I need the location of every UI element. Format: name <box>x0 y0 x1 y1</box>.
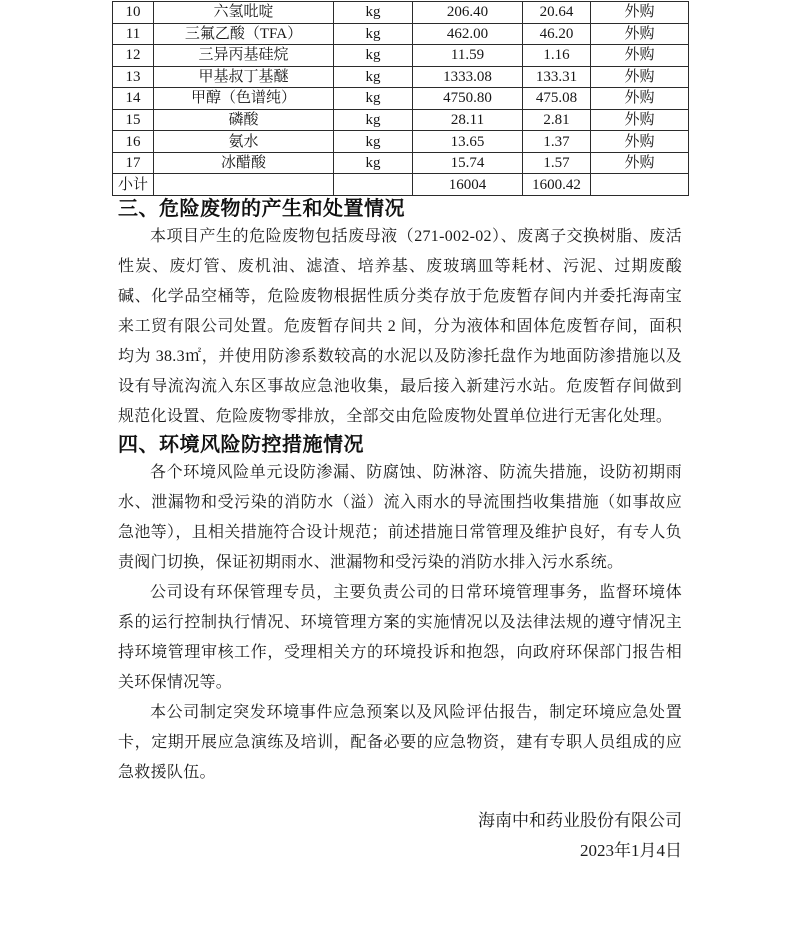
company-signature: 海南中和药业股份有限公司 <box>478 811 682 830</box>
cell-batch-qty: 20.64 <box>523 2 591 24</box>
signature-block <box>118 806 682 866</box>
section4-heading: 四、环境风险防控措施情况 <box>118 434 364 456</box>
cell-batch-qty: 1.37 <box>523 131 591 153</box>
cell-material-name: 六氢吡啶 <box>154 2 334 24</box>
cell-unit: kg <box>334 2 413 24</box>
cell-annual-qty: 16004 <box>413 174 523 196</box>
table-row <box>113 2 689 24</box>
cell-material-name: 三异丙基硅烷 <box>154 45 334 67</box>
cell-unit: kg <box>334 131 413 153</box>
cell-row-no: 16 <box>113 131 154 153</box>
cell-row-no: 11 <box>113 23 154 45</box>
section4-paragraph-3: 本公司制定突发环境事件应急预案以及风险评估报告，制定环境应急处置卡，定期开展应急演练及培训，配备必要的应急物资，建有专职人员组成的应急救援队伍。 <box>118 704 682 781</box>
cell-row-no: 12 <box>113 45 154 67</box>
cell-row-no: 10 <box>113 2 154 24</box>
cell-material-name: 磷酸 <box>154 109 334 131</box>
cell-annual-qty: 4750.80 <box>413 88 523 110</box>
cell-batch-qty: 2.81 <box>523 109 591 131</box>
cell-unit: kg <box>334 109 413 131</box>
cell-source: 外购 <box>591 88 689 110</box>
section4-paragraph-2: 公司设有环保管理专员，主要负责公司的日常环境管理事务，监督环境体系的运行控制执行情况、环境管理方案的实施情况以及法律法规的遵守情况主持环境管理审核工作，受理相关方的环境投诉和抱怨，向政府环保部门报告相关环保情况等。 <box>118 584 682 691</box>
section3-paragraph: 本项目产生的危险废物包括废母液（271-002-02）、废离子交换树脂、废活性炭、废灯管、废机油、滤渣、培养基、废玻璃皿等耗材、污泥、过期废酸碱、化学品空桶等，危险废物根据性质分类存放于危废暂存间内并委托海南宝来工贸有限公司处置。危废暂存间共 2 间，分为液体和固体危废暂存间，面积均为 38.3㎡，并使用防渗系数较高的水泥以及防渗托盘作为地面防渗措施以及设有导流沟流入东区事故应急池收集，最后接入新建污水站。危废暂存间做到规范化设置、危险废物零排放，全部交由危险废物处置单位进行无害化处理。 <box>118 228 682 425</box>
cell-annual-qty: 11.59 <box>413 45 523 67</box>
cell-batch-qty: 46.20 <box>523 23 591 45</box>
table-row <box>113 66 689 88</box>
table-row <box>113 23 689 45</box>
cell-material-name: 冰醋酸 <box>154 152 334 174</box>
cell-unit: kg <box>334 23 413 45</box>
cell-row-no: 15 <box>113 109 154 131</box>
document-date: 2023年1月4日 <box>580 841 682 860</box>
cell-unit: kg <box>334 88 413 110</box>
cell-row-no: 17 <box>113 152 154 174</box>
cell-material-name: 氨水 <box>154 131 334 153</box>
cell-source: 外购 <box>591 45 689 67</box>
materials-table <box>112 1 689 196</box>
cell-batch-qty: 133.31 <box>523 66 591 88</box>
cell-unit: kg <box>334 45 413 67</box>
cell-material-name <box>154 174 334 196</box>
cell-source: 外购 <box>591 23 689 45</box>
cell-annual-qty: 206.40 <box>413 2 523 24</box>
cell-annual-qty: 1333.08 <box>413 66 523 88</box>
cell-row-no: 14 <box>113 88 154 110</box>
cell-source: 外购 <box>591 109 689 131</box>
cell-batch-qty: 1.57 <box>523 152 591 174</box>
cell-material-name: 甲醇（色谱纯） <box>154 88 334 110</box>
cell-source: 外购 <box>591 152 689 174</box>
table-row <box>113 131 689 153</box>
cell-batch-qty: 1.16 <box>523 45 591 67</box>
cell-batch-qty: 475.08 <box>523 88 591 110</box>
table-row <box>113 109 689 131</box>
table-row-subtotal <box>113 174 689 196</box>
cell-source: 外购 <box>591 2 689 24</box>
cell-unit: kg <box>334 152 413 174</box>
table-row <box>113 88 689 110</box>
cell-annual-qty: 462.00 <box>413 23 523 45</box>
cell-annual-qty: 15.74 <box>413 152 523 174</box>
document-body <box>118 196 682 866</box>
table-row <box>113 152 689 174</box>
section4-paragraph-1: 各个环境风险单元设防渗漏、防腐蚀、防淋溶、防流失措施，设防初期雨水、泄漏物和受污染的消防水（溢）流入雨水的导流围挡收集措施（如事故应急池等），且相关措施符合设计规范；前述措施日常管理及维护良好，有专人负责阀门切换，保证初期雨水、泄漏物和受污染的消防水排入污水系统。 <box>118 464 682 571</box>
cell-source: 外购 <box>591 66 689 88</box>
cell-annual-qty: 13.65 <box>413 131 523 153</box>
cell-source: 外购 <box>591 131 689 153</box>
cell-batch-qty: 1600.42 <box>523 174 591 196</box>
cell-material-name: 三氟乙酸（TFA） <box>154 23 334 45</box>
cell-annual-qty: 28.11 <box>413 109 523 131</box>
cell-unit: kg <box>334 66 413 88</box>
cell-subtotal-label: 小计 <box>113 174 154 196</box>
cell-source <box>591 174 689 196</box>
cell-unit <box>334 174 413 196</box>
cell-row-no: 13 <box>113 66 154 88</box>
section3-heading: 三、危险废物的产生和处置情况 <box>118 198 405 220</box>
cell-material-name: 甲基叔丁基醚 <box>154 66 334 88</box>
table-row <box>113 45 689 67</box>
